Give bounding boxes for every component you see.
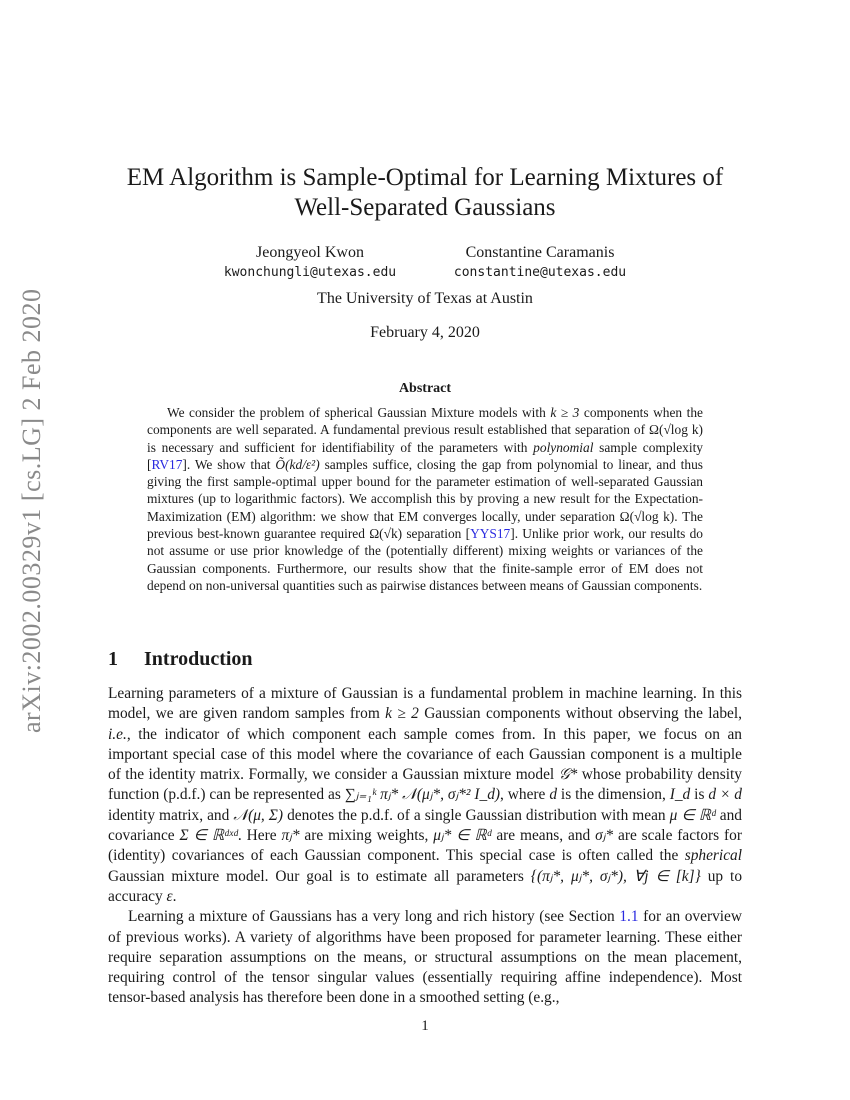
section-heading (108, 648, 253, 671)
author-name: Jeongyeol Kwon (256, 244, 364, 261)
abstract-paragraph: We consider the problem of spherical Gaussian Mixture models with k ≥ 3 components when the components are well separated. A fundamental previous result established that separation of Ω(√log k) is necessary and sufficient for identifiability of the parameters with polynomial sample complexity [RV17]. We show that Õ(kd/ε²) samples suffice, closing the gap from polynomial to linear, and thus giving the first sample-optimal upper bound for the parameter estimation of well-separated Gaussian mixtures (up to logarithmic factors). We accomplish this by proving a new result for the Expectation-Maximization (EM) algorithm: we show that EM converges locally, under separation Ω(√log k). The previous best-known guarantee required Ω(√k) separation [YYS17]. Unlike prior work, our results do not assume or use prior knowledge of the (potentially different) mixing weights or variances of the Gaussian components. Furthermore, our results show that the finite-sample error of EM does not depend on non-universal quantities such as pairwise distances between means of Gaussian components. (147, 405, 704, 593)
page-number: 1 (421, 1018, 429, 1034)
section-number: 1 (108, 648, 118, 670)
body-paragraph: Learning a mixture of Gaussians has a very long and rich history (see Section 1.1 for an overview of previous works). A variety of algorithms have been proposed for parameter learning. These either require separation assumptions on the means, or structural assumptions on the mean placement, requiring control of the tensor singular values (essentially requiring affine independence). Most tensor-based analysis has therefore been done in a smoothed setting (e.g., (108, 908, 742, 1007)
introduction-body (108, 684, 742, 1009)
author-name: Constantine Caramanis (465, 244, 615, 261)
citation-link[interactable]: YYS17 (470, 526, 511, 542)
body-paragraph: Learning parameters of a mixture of Gaussian is a fundamental problem in machine learning. In this model, we are given random samples from k ≥ 2 Gaussian components without observing the label, i.e., the indicator of which component each sample comes from. In this paper, we focus on an important special case of this model where the covariance of each Gaussian component is a multiple of the identity matrix. Formally, we consider a Gaussian mixture model 𝒢* whose probability density function (p.d.f.) can be represented as ∑ⱼ₌₁ᵏ πⱼ* 𝒩(μⱼ*, σⱼ*² I_d), where d is the dimension, I_d is d × d identity matrix, and 𝒩(μ, Σ) denotes the p.d.f. of a single Gaussian distribution with mean μ ∈ ℝᵈ and covariance Σ ∈ ℝᵈˣᵈ. Here πⱼ* are mixing weights, μⱼ* ∈ ℝᵈ are means, and σⱼ* are scale factors for (identity) covariances of each Gaussian component. This special case is often called the spherical Gaussian mixture model. Our goal is to estimate all parameters {(πⱼ*, μⱼ*, σⱼ*), ∀j ∈ [k]} up to accuracy ε. (108, 685, 743, 905)
abstract-heading: Abstract (398, 381, 452, 396)
author-block-2 (430, 243, 650, 283)
author-email: kwonchungli@utexas.edu (223, 265, 397, 280)
affiliation: The University of Texas at Austin (317, 290, 533, 307)
citation-link[interactable]: RV17 (151, 456, 183, 472)
paper-title (100, 163, 750, 223)
title-line-1: EM Algorithm is Sample-Optimal for Learning Mixtures of (126, 164, 724, 191)
section-reference-link[interactable]: 1.1 (619, 908, 639, 926)
title-line-2: Well-Separated Gaussians (294, 194, 556, 221)
section-title: Introduction (144, 648, 253, 670)
arxiv-identifier: arXiv:2002.00329v1 [cs.LG] 2 Feb 2020 (17, 288, 46, 734)
author-block-1 (200, 243, 420, 283)
paper-date: February 4, 2020 (370, 324, 480, 341)
author-email: constantine@utexas.edu (453, 265, 627, 280)
abstract-body (147, 404, 703, 594)
